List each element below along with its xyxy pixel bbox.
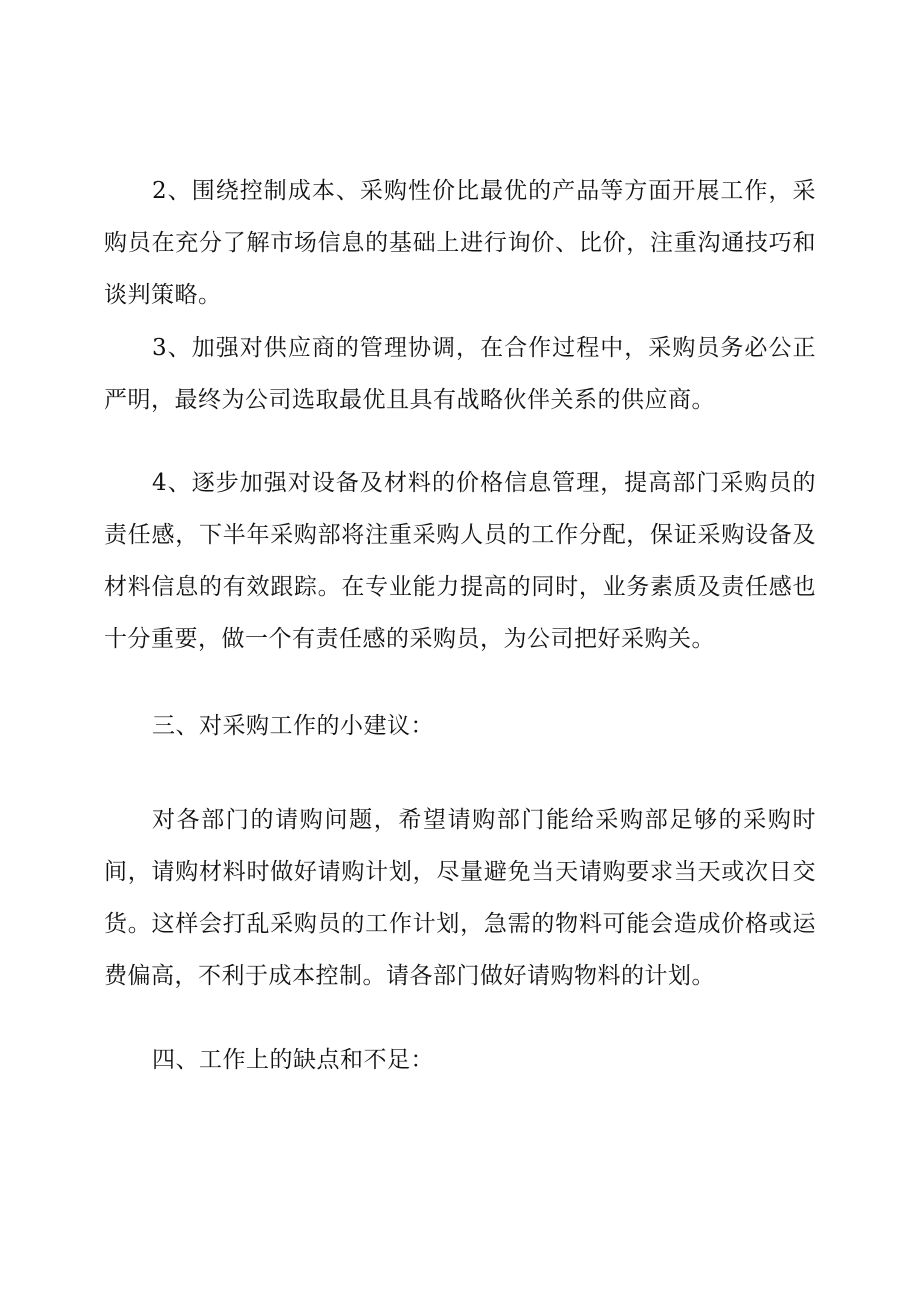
section-heading-shortcomings: 四、工作上的缺点和不足：: [152, 1047, 434, 1073]
paragraph-item-4: 4、逐步加强对设备及材料的价格信息管理，提高部门采购员的责任感，下半年采购部将注重采购人员的工作分配，保证采购设备及材料信息的有效跟踪。在专业能力提高的同时，业务素质及责任感也十分重要，做一个有责任感的采购员，为公司把好采购关。: [104, 470, 816, 652]
paragraph-item-2: 2、围绕控制成本、采购性价比最优的产品等方面开展工作，采购员在充分了解市场信息的基础上进行询价、比价，注重沟通技巧和谈判策略。: [104, 178, 816, 308]
paragraph-item-3: 3、加强对供应商的管理协调，在合作过程中，采购员务必公正严明，最终为公司选取最优且具有战略伙伴关系的供应商。: [104, 335, 816, 413]
paragraph-suggestions-body: 对各部门的请购问题，希望请购部门能给采购部足够的采购时间，请购材料时做好请购计划，尽量避免当天请购要求当天或次日交货。这样会打乱采购员的工作计划，急需的物料可能会造成价格或运费偏高，不利于成本控制。请各部门做好请购物料的计划。: [104, 807, 816, 989]
section-heading-suggestions: 三、对采购工作的小建议：: [152, 713, 434, 739]
